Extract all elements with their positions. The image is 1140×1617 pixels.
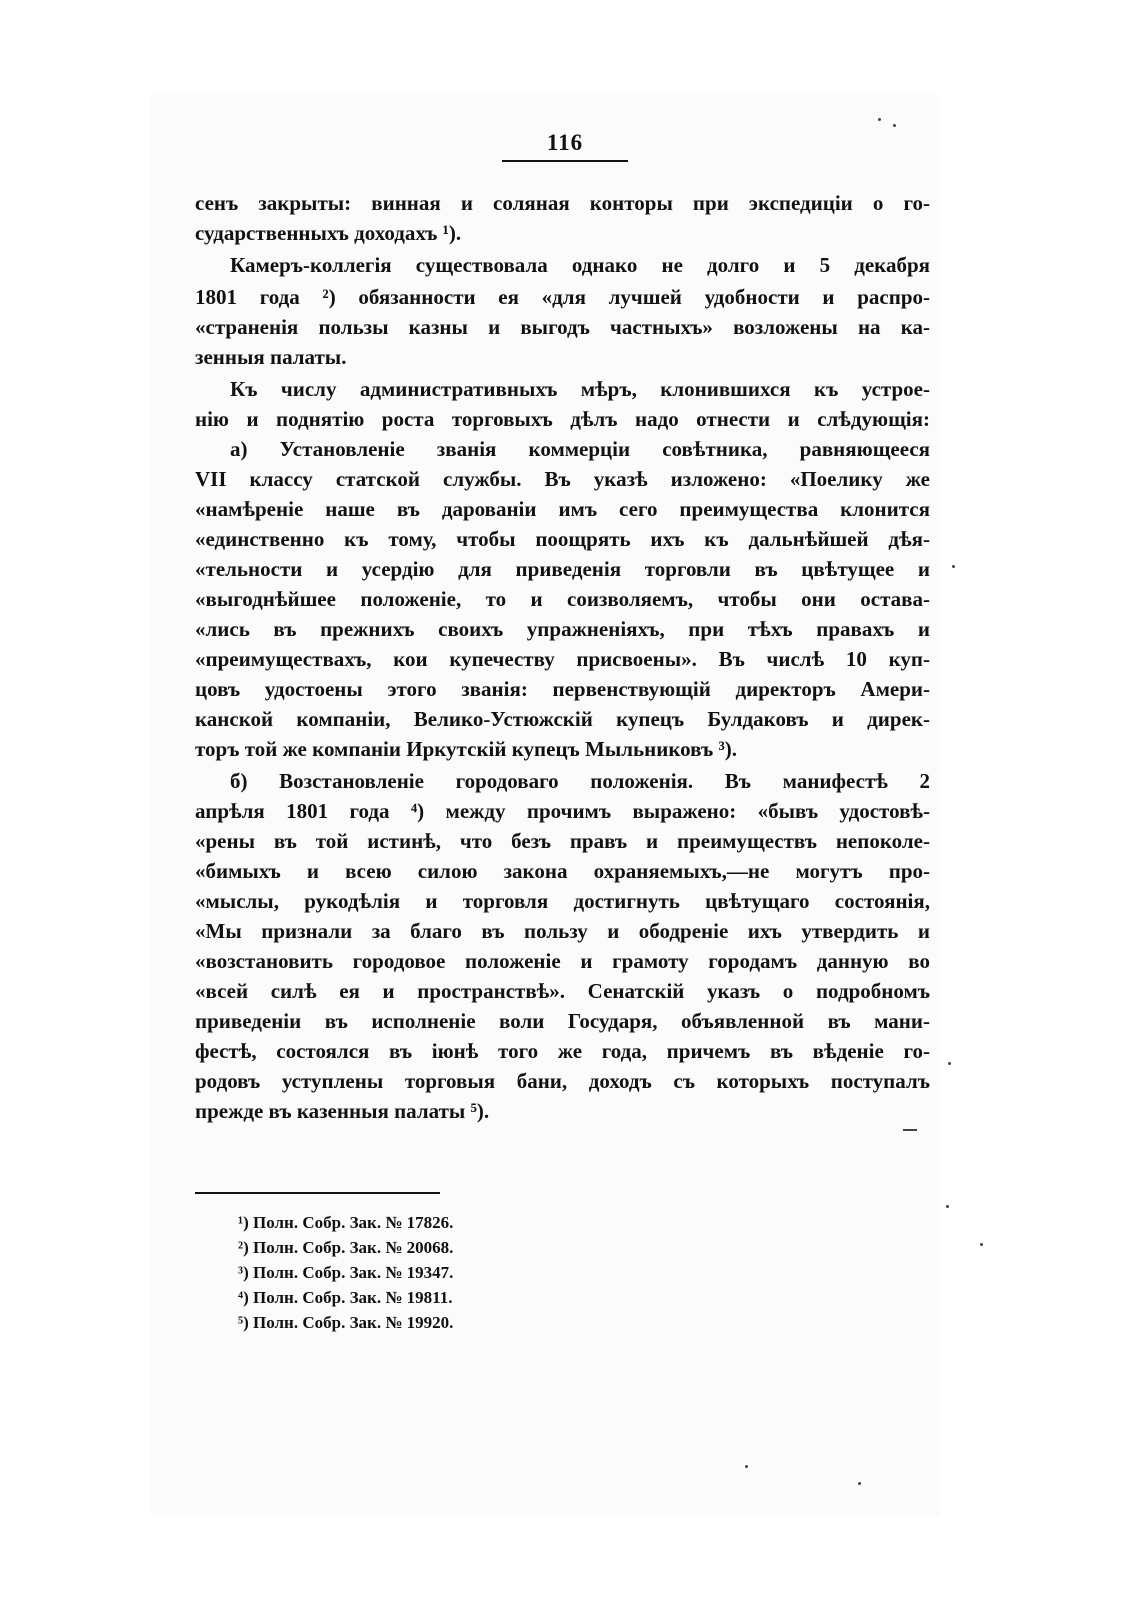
scan-speck (858, 1482, 861, 1485)
scan-speck (878, 118, 881, 121)
footnote: ³) Полн. Собр. Зак. № 19347. (238, 1263, 454, 1282)
text-line: VII классу статской службы. Въ указѣ изложено: «Поелику же (195, 467, 930, 491)
text-line: «намѣреніе наше въ дарованіи имъ сего преимущества клонится (195, 497, 930, 521)
scan-speck (903, 1129, 917, 1131)
text-line: приведеніи въ исполненіе воли Государя, объявленной въ мани- (195, 1009, 930, 1033)
text-line: прежде въ казенныя палаты ⁵). (195, 1099, 490, 1123)
text-line: «единственно къ тому, чтобы поощрять ихъ къ дальнѣйшей дѣя- (195, 527, 930, 551)
scan-speck (946, 1205, 949, 1208)
footnote: ²) Полн. Собр. Зак. № 20068. (238, 1238, 454, 1257)
text-line: фестѣ, состоялся въ іюнѣ того же года, причемъ въ вѣденіе го- (195, 1039, 930, 1063)
footnote: ¹) Полн. Собр. Зак. № 17826. (238, 1213, 454, 1232)
text-line: «бимыхъ и всею силою закона охраняемыхъ,—не могутъ про- (195, 859, 930, 883)
scan-speck (948, 1062, 951, 1065)
text-line: «страненія пользы казны и выгодъ частныхъ» возложены на ка- (195, 315, 930, 339)
footnote: ⁵) Полн. Собр. Зак. № 19920. (238, 1313, 454, 1332)
text-line: «Мы признали за благо въ пользу и ободреніе ихъ утвердить и (195, 919, 930, 943)
scan-speck (980, 1243, 983, 1246)
scan-speck (745, 1465, 748, 1468)
text-line: канской компаніи, Велико-Устюжскій купецъ Булдаковъ и дирек- (195, 707, 930, 731)
text-line: а) Установленіе званія коммерціи совѣтника, равняющееся (230, 437, 930, 461)
text-line: «выгоднѣйшее положеніе, то и соизволяемъ, чтобы они остава- (195, 587, 930, 611)
text-line: б) Возстановленіе городоваго положенія. Въ манифестѣ 2 (230, 769, 930, 793)
text-line: Камеръ-коллегія существовала однако не долго и 5 декабря (230, 253, 930, 277)
page-number-underline (502, 160, 628, 162)
text-line: «тельности и усердію для приведенія торговли въ цвѣтущее и (195, 557, 930, 581)
text-line: 1801 года ²) обязанности ея «для лучшей удобности и распро- (195, 285, 930, 309)
text-line: Къ числу административныхъ мѣръ, клонившихся къ устрое- (230, 377, 930, 401)
footnote-separator (195, 1192, 440, 1194)
scan-speck (893, 124, 896, 127)
text-line: «лись въ прежнихъ своихъ упражненіяхъ, при тѣхъ правахъ и (195, 617, 930, 641)
text-line: зенныя палаты. (195, 345, 347, 369)
text-line: «возстановить городовое положеніе и грамоту городамъ данную во (195, 949, 930, 973)
text-line: торъ той же компаніи Иркутскій купецъ Мыльниковъ ³). (195, 737, 737, 761)
text-line: родовъ уступлены торговыя бани, доходъ съ которыхъ поступалъ (195, 1069, 930, 1093)
text-line: апрѣля 1801 года ⁴) между прочимъ выражено: «бывъ удостовѣ- (195, 799, 930, 823)
text-line: сенъ закрыты: винная и соляная конторы при экспедиціи о го- (195, 191, 930, 215)
text-line: сударственныхъ доходахъ ¹). (195, 221, 462, 245)
text-line: «всей силѣ ея и пространствѣ». Сенатскій указъ о подробномъ (195, 979, 930, 1003)
text-line: «рены въ той истинѣ, что безъ правъ и преимуществъ непоколе- (195, 829, 930, 853)
text-line: «преимуществахъ, кои купечеству присвоены». Въ числѣ 10 куп- (195, 647, 930, 671)
footnote: ⁴) Полн. Собр. Зак. № 19811. (238, 1288, 453, 1307)
text-line: «мыслы, рукодѣлія и торговля достигнуть цвѣтущаго состоянія, (195, 889, 930, 913)
text-line: цовъ удостоены этого званія: первенствующій директоръ Амери- (195, 677, 930, 701)
page-number: 116 (546, 130, 584, 155)
text-line: нію и поднятію роста торговыхъ дѣлъ надо отнести и слѣдующія: (195, 407, 930, 431)
scan-speck (952, 565, 955, 568)
